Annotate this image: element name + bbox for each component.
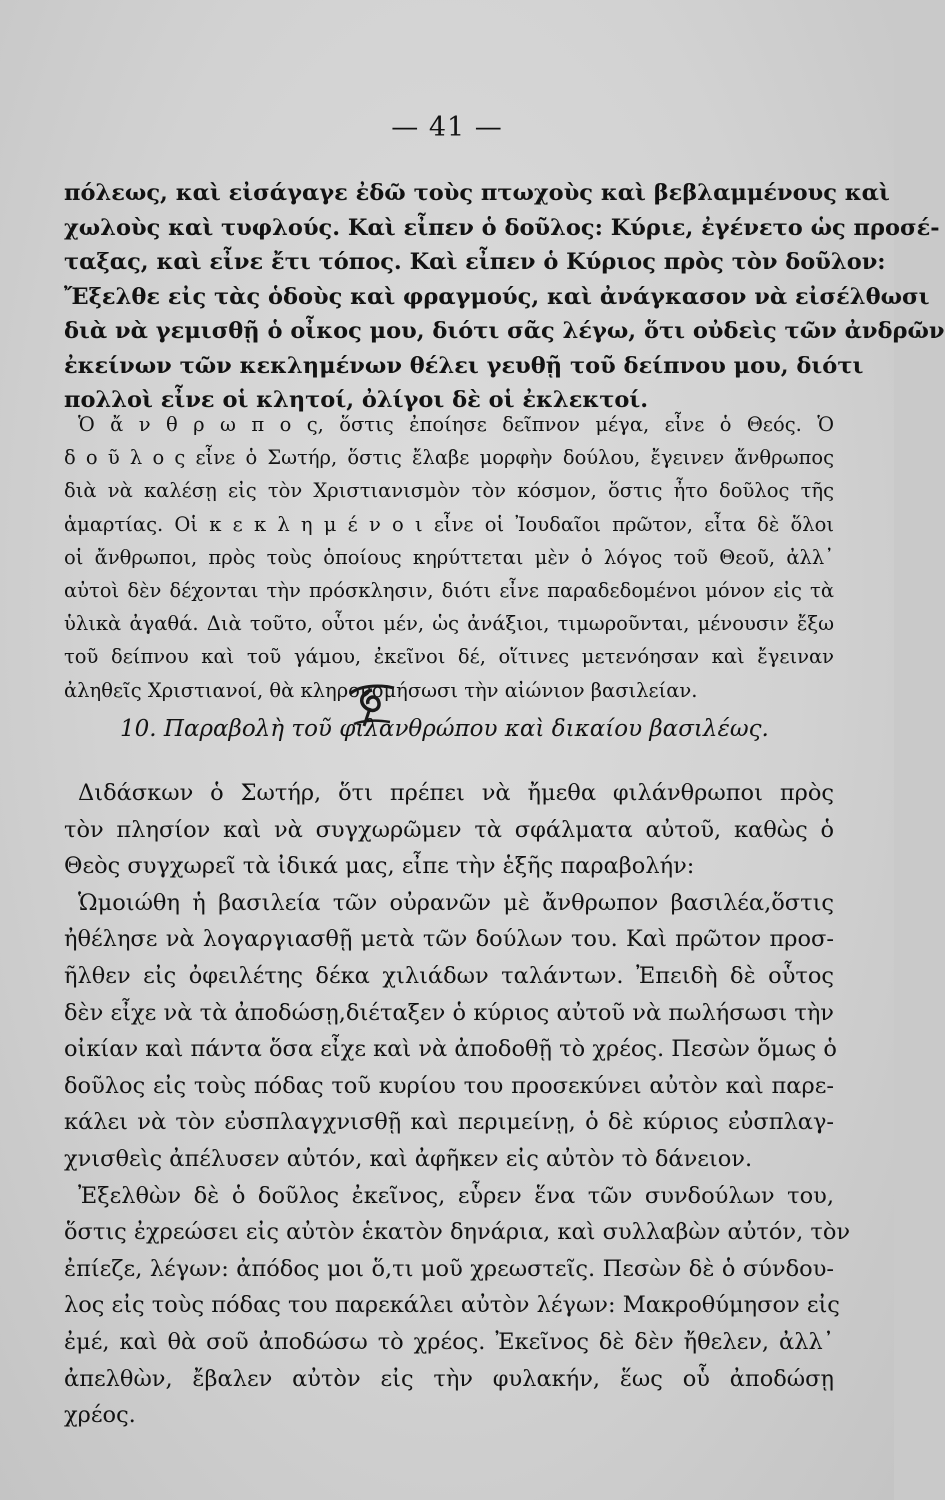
text-line: χρέος. [64, 1402, 136, 1429]
text-line: ἀληθεῖς Χριστιανοί, θὰ κληρονομήσωσι τὴν αἰώνιον βασιλείαν. [64, 678, 698, 702]
text-line: Ὡμοιώθη ἡ βασιλεία τῶν οὐρανῶν μὲ ἄνθρωπον βασιλέα,ὅστις [78, 889, 834, 916]
text-line: ὑλικὰ ἀγαθά. Διὰ τοῦτο, οὗτοι μέν, ὡς ἀνάξιοι, τιμωροῦνται, μένουσιν ἔξω [64, 612, 834, 636]
text-line: λος εἰς τοὺς πόδας του παρεκάλει αὐτὸν λέγων: Μακροθύμησον εἰς [64, 1292, 840, 1319]
text-line: δοῦλος εἰς τοὺς πόδας τοῦ κυρίου του προσεκύνει αὐτὸν καὶ παρε- [64, 1072, 834, 1099]
paragraph-1 [64, 176, 945, 418]
text-line: δὲν εἶχε νὰ τὰ ἀποδώσῃ,διέταξεν ὁ κύριος αὐτοῦ νὰ πωλήσωσι τὴν [64, 999, 834, 1026]
text-line: ἀπελθὼν, ἔβαλεν αὐτὸν εἰς τὴν φυλακήν, ἕως οὗ ἀποδώσῃ [64, 1365, 834, 1392]
text-line: ἐκείνων τῶν κεκλημένων θέλει γευθῇ τοῦ δείπνου μου, διότι [64, 352, 864, 379]
text-line: Διδάσκων ὁ Σωτήρ, ὅτι πρέπει νὰ ἤμεθα φιλάνθρωποι πρὸς [78, 780, 834, 806]
text-line: διὰ νὰ καλέσῃ εἰς τὸν Χριστιανισμὸν τὸν κόσμον, ὅστις ἦτο δοῦλος τῆς [64, 479, 834, 503]
text-line: οἰκίαν καὶ πάντα ὅσα εἶχε καὶ νὰ ἀποδοθῇ τὸ χρέος. Πεσὼν ὅμως ὁ [64, 1036, 837, 1063]
text-line: ταξας, καὶ εἶνε ἔτι τόπος. Καὶ εἶπεν ὁ Κύριος πρὸς τὸν δοῦλον: [64, 249, 886, 275]
text-line: ῆλθεν εἰς ὀφειλέτης δέκα χιλιάδων ταλάντων. Ἐπειδὴ δὲ οὗτος [64, 962, 834, 989]
text-line: ὅστις ἐχρεώσει εἰς αὐτὸν ἑκατὸν δηνάρια, καὶ συλλαβὼν αὐτόν, τὸν [64, 1219, 851, 1246]
text-line: Ἔξελθε εἰς τὰς ὁδοὺς καὶ φραγμούς, καὶ ἀνάγκασον νὰ εἰσέλθωσι [64, 283, 930, 310]
text-line: χνισθεὶς ἀπέλυσεν αὐτόν, καὶ ἀφῆκεν εἰς αὐτὸν τὸ δάνειον. [64, 1145, 753, 1172]
text-line: ἐπίεζε, λέγων: ἀπόδος μοι ὅ,τι μοῦ χρεωστεῖς. Πεσὼν δὲ ὁ σύνδου- [64, 1255, 834, 1282]
text-line: τὸν πλησίον καὶ νὰ συγχωρῶμεν τὰ σφάλματα αὐτοῦ, καθὼς ὁ [64, 816, 834, 843]
page-number: — 41 — [391, 112, 503, 143]
text-line: τοῦ δείπνου καὶ τοῦ γάμου, ἐκεῖνοι δέ, οἵτινες μετενόησαν καὶ ἔγειναν [64, 645, 834, 669]
text-line: πολλοὶ εἶνε οἱ κλητοί, ὀλίγοι δὲ οἱ ἐκλεκτοί. [64, 387, 649, 413]
paragraph-2 [64, 408, 834, 707]
text-line: Ὁ ἄ ν θ ρ ω π ο ς, ὅστις ἐποίησε δεῖπνον μέγα, εἶνε ὁ Θεός. Ὁ [78, 413, 834, 436]
text-line: χωλοὺς καὶ τυφλούς. Καὶ εἶπεν ὁ δοῦλος: Κύριε, ἐγένετο ὡς προσέ- [64, 214, 940, 241]
text-line: διὰ νὰ γεμισθῇ ὁ οἶκος μου, διότι σᾶς λέγω, ὅτι οὐδεὶς τῶν ἀνδρῶν [64, 318, 945, 344]
paragraph-3 [64, 775, 851, 1434]
text-line: Ἐξελθὼν δὲ ὁ δοῦλος ἐκεῖνος, εὗρεν ἕνα τῶν συνδούλων του, [78, 1182, 834, 1209]
text-line: ἠθέλησε νὰ λογαργιασθῇ μετὰ τῶν δούλων του. Καὶ πρῶτον προσ- [64, 926, 834, 953]
text-line: ἁμαρτίας. Οἱ κ ε κ λ η μ έ ν ο ι εἶνε οἱ Ἰουδαῖοι πρῶτον, εἶτα δὲ ὅλοι [64, 512, 834, 536]
text-line: πόλεως, καὶ εἰσάγαγε ἐδῶ τοὺς πτωχοὺς καὶ βεβλαμμένους καὶ [64, 180, 890, 206]
text-line: αὐτοὶ δὲν δέχονται τὴν πρόσκλησιν, διότι εἶνε παραδεδομένοι μόνον εἰς τὰ [64, 579, 834, 603]
text-line: κάλει νὰ τὸν εὐσπλαγχνισθῇ καὶ περιμείνῃ, ὁ δὲ κύριος εὐσπλαγ- [64, 1109, 834, 1136]
text-line: οἱ ἄνθρωποι, πρὸς τοὺς ὁποίους κηρύττεται μὲν ὁ λόγος τοῦ Θεοῦ, ἀλλ᾽ [64, 545, 834, 569]
text-line: Θεὸς συγχωρεῖ τὰ ἰδικά μας, εἶπε τὴν ἑξῆς παραβολήν: [64, 853, 695, 880]
text-line: ἐμέ, καὶ θὰ σοῦ ἀποδώσω τὸ χρέος. Ἐκεῖνος δὲ δὲν ἤθελεν, ἀλλ᾽ [64, 1328, 834, 1355]
section-title: 10. Παραβολὴ τοῦ φιλανθρώπου καὶ δικαίου βασιλέως. [120, 716, 769, 742]
text-line: δ ο ῦ λ ο ς εἶνε ὁ Σωτήρ, ὅστις ἔλαβε μορφὴν δούλου, ἔγεινεν ἄνθρωπος [64, 446, 834, 470]
